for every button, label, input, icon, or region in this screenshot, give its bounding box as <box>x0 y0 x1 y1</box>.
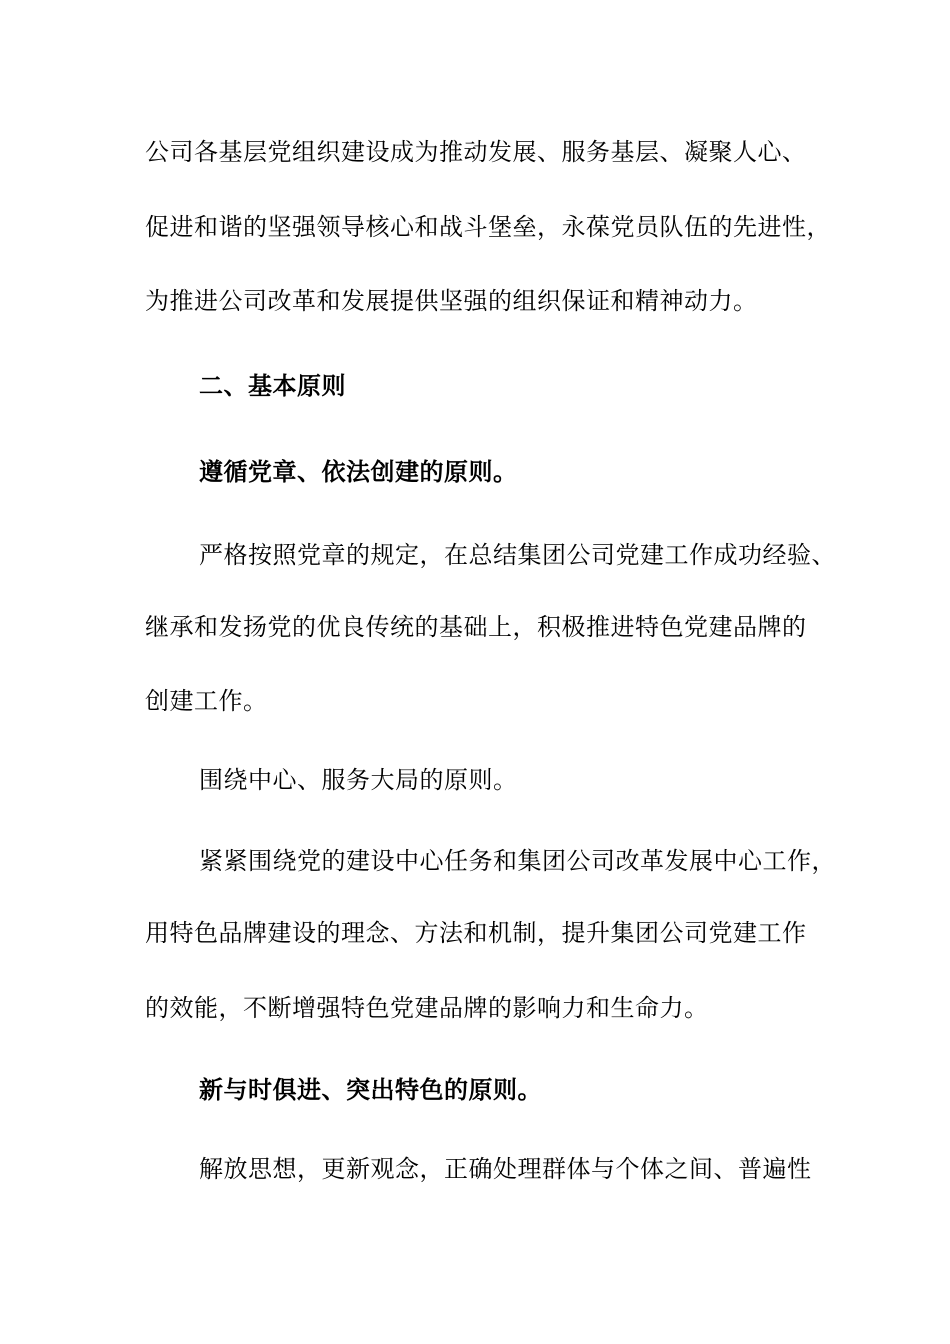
principle-heading-3: 新与时俱进、突出特色的原则。 <box>199 1075 542 1104</box>
paragraph-line-3: 为推进公司改革和发展提供坚强的组织保证和精神动力。 <box>145 287 758 315</box>
paragraph-line-9: 的效能，不断增强特色党建品牌的影响力和生命力。 <box>145 994 709 1022</box>
paragraph-line-5: 继承和发扬党的优良传统的基础上，积极推进特色党建品牌的 <box>145 613 807 641</box>
paragraph-line-7: 紧紧围绕党的建设中心任务和集团公司改革发展中心工作， <box>199 847 836 875</box>
paragraph-line-8: 用特色品牌建设的理念、方法和机制，提升集团公司党建工作 <box>145 919 807 947</box>
paragraph-line-1: 公司各基层党组织建设成为推动发展、服务基层、凝聚人心、 <box>145 138 807 166</box>
paragraph-line-10: 解放思想，更新观念，正确处理群体与个体之间、普遍性 <box>199 1155 812 1183</box>
principle-heading-2: 围绕中心、服务大局的原则。 <box>199 766 518 794</box>
paragraph-line-2: 促进和谐的坚强领导核心和战斗堡垒，永葆党员队伍的先进性， <box>145 213 831 241</box>
paragraph-line-4: 严格按照党章的规定，在总结集团公司党建工作成功经验、 <box>199 541 836 569</box>
principle-heading-1: 遵循党章、依法创建的原则。 <box>199 457 518 486</box>
section-heading: 二、基本原则 <box>199 371 346 400</box>
paragraph-line-6: 创建工作。 <box>145 687 268 715</box>
